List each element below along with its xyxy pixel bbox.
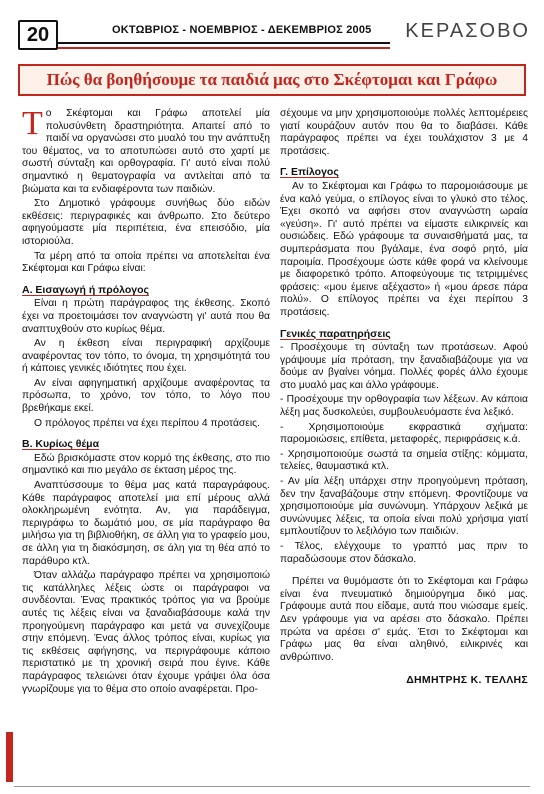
paragraph: Εδώ βρισκόμαστε στον κορμό της έκθεσης, στο πιο σημαντικό και πιο μεγάλο σε έκταση μέρος της. [22,452,270,477]
note-item: - Προσέχουμε την ορθογραφία των λέξεων. Αν κάποια λέξη μας δυσκολεύει, συμβουλευόμαστε ένα λεξικό. [280,394,528,419]
bottom-rule [14,786,530,787]
note-item: - Τέλος, ελέγχουμε το γραπτό μας πριν το παραδώσουμε στον δάσκαλο. [280,541,528,565]
closing-paragraph: Πρέπει να θυμόμαστε ότι το Σκέφτομαι και Γράφω είναι ένα πνευματικό δημιούργημα δικό μας. Γράφουμε αυτά που είδαμε, αυτά που νιώσαμε εμείς. Δεν γράφουμε για να αρέσει στο δάσκαλο. Πρέπει πρώτα να αρέσει σ' εμάς. Έτσι το Σκέφτομαι και Γράφω μας θα είναι αληθινό, ειλικρινές και ανθρώπινο. [280,576,528,663]
section-heading-introduction: Α. Εισαγωγή ή πρόλογος [22,283,149,296]
article-title-box [18,64,526,96]
paragraph: Αν το Σκέφτομαι και Γράφω το παρομοιάσουμε με ένα καλό γεύμα, ο επίλογος είναι το γλυκό στο τέλος. Έχει σκοπό να αφήσει στον αναγνώστη ωραία «γεύση». Γι' αυτό πρέπει να είμαστε ειλικρινείς και ουσιώδεις. Εδώ γράφουμε τα συναισθήματά μας, τα συμπεράσματα που βγάλαμε, ένα σοφό ρητό, μία παροιμία. Προσέχουμε ώστε κάθε φορά να κλείνουμε με διαφορετικό τρόπο. Αποφεύγουμε τις τετριμμένες φράσεις: «μου έμεινε αξέχαστο» ή «μου άρεσε πάρα πολύ». Ο επίλογος πρέπει να έχει περίπου 3 προτάσεις. [280,180,528,318]
paragraph: Είναι η πρώτη παράγραφος της έκθεσης. Σκοπό έχει να προετοιμάσει τον αναγνώστη γι' αυτά που θα αναπτυχθούν στο κυρίως θέμα. [22,298,270,335]
author-name: ΔΗΜΗΤΡΗΣ Κ. ΤΕΛΛΗΣ [406,674,528,687]
paragraph: Αν είναι αφηγηματική αρχίζουμε αναφέροντας τα πρόσωπα, το χρόνο, τον τόπο, το λόγο που βρεθήκαμε εκεί. [22,377,270,415]
header-rule [58,42,390,44]
margin-accent-mark [6,732,13,782]
paragraph: Αναπτύσσουμε το θέμα μας κατά παραγράφους. Κάθε παράγραφος αποτελεί μια επί μέρους αλλά ολοκληρωμένη ενότητα. Αν, για παράδειγμα, περιγράφω το δωμάτιό μου, σε μία παράγραφο θα μιλήσω για τη βιβλιοθήκη, σε άλλη για το γραφείο μου, σε άλλη για τη διακόσμηση, σε άλη για τη θέα από το παράθυρο κτλ. [22,480,270,567]
article-title: Πώς θα βοηθήσουμε τα παιδιά μας στο Σκέφτομαι και Γράφω [46,70,498,89]
issue-date: ΟΚΤΩΒΡΙΟΣ - ΝΟΕΜΒΡΙΟΣ - ΔΕΚΕΜΒΡΙΟΣ 2005 [112,24,372,36]
note-item: - Προσέχουμε τη σύνταξη των προτάσεων. Αφού γράψουμε μία πρόταση, την ξαναδιαβάζουμε για να δούμε αν βγαίνει νόημα. Πολλές φορές άλλο έχουμε στο μυαλό μας και άλλο γράφουμε. [280,342,528,391]
note-item: - Αν μία λέξη υπάρχει στην προηγούμενη πρόταση, δεν την ξαναβάζουμε στην επόμενη. Φροντίζουμε να χρησιμοποιούμε μία συνώνυμη. Υπάρχουν λεξικά με συνώνυμες λέξεις, τα οποία είναι πολύ χρήσιμα γιατί εμπλουτίζουν το λεξιλόγιο των παιδιών. [280,476,528,538]
paragraph: Αν η έκθεση είναι περιγραφική αρχίζουμε αναφέροντας τον τόπο, το όνομα, τη χρησιμότητά του ή κάποιες γενικές ιδιότητες που έχει. [22,338,270,375]
page-header [14,14,530,56]
paragraph: Στο Δημοτικό γράφουμε συνήθως δύο ειδών εκθέσεις: περιγραφικές και άνθρωπο. Στο δεύτερο αφηγούμαστε μία περιπέτεια, ένα επεισόδιο, μία ιστοριούλα. [22,198,270,247]
paragraph: σέχουμε να μην χρησιμοποιούμε πολλές λεπτομέρειες γιατί κουράζουν αυτόν που θα το διαβάσει. Κάθε παράγραφος πρέπει να έχει τουλάχιστον 3 με 4 προτάσεις. [280,108,528,157]
section-heading-main-body: Β. Κυρίως θέμα [22,438,100,451]
paragraph: Όταν αλλάζω παράγραφο πρέπει να χρησιμοποιώ τις κατάλληλες λέξεις ώστε οι παράγραφοι να συνδέονται. Ένας πρακτικός τρόπος για να βρούμε αυτές τις λέξεις είναι να ξαναδιαβάσουμε καλά την προηγούμενη παράγραφο και μετά να συνεχίζουμε στην επόμενη. Ένας άλλος τρόπος είναι, κυρίως για τις εκθέσεις αφήγησης, να περιγράφουμε κάποιο περιστατικό με τη χρονική σειρά που έγινε. Κάθε παράγραφος τελειώνει όταν έχουμε γράψει όλα όσα γνωρίζουμε για το θέμα στο οποίο αναφέρεται. Προ- [22,570,270,695]
intro-text: ο Σκέφτομαι και Γράφω αποτελεί μία πολυσύνθετη δραστηριότητα. Απαιτεί από το παιδί να οργανώσει στο μυαλό του την ανάπτυξη του θέματος, να το αποτυπώσει αυτό στο χαρτί με σωστή σύνταξη και ορθογραφία. Γι' αυτό είναι πολύ σημαντικό η θεματογραφία να αντλείται από τα βιώματα και τα ενδιαφέροντα των παιδιών. [22,108,270,195]
magazine-name: ΚΕΡΑΣΟΒΟ [405,20,530,42]
page-number: 20 [18,20,58,50]
paragraph: Τα μέρη από τα οποία πρέπει να αποτελείται ένα Σκέφτομαι και Γράφω είναι: [22,250,270,275]
section-heading-epilogue: Γ. Επίλογος [280,166,339,179]
paragraph: Ο πρόλογος πρέπει να έχει περίπου 4 προτάσεις. [34,417,260,429]
header-rule-accent [58,47,390,49]
section-heading-general-notes: Γενικές παρατηρήσεις [280,327,391,340]
left-column [22,105,270,698]
note-item: - Χρησιμοποιούμε εκφραστικά σχήματα: παρομοιώσεις, επίθετα, μεταφορές, περιφράσεις κ.ά. [280,421,528,446]
right-column [280,108,528,687]
note-item: - Χρησιμοποιούμε σωστά τα σημεία στίξης: κόμματα, τελείες, θαυμαστικά κτλ. [280,448,528,473]
intro-paragraph [22,105,270,196]
drop-cap: Τ [22,105,43,142]
